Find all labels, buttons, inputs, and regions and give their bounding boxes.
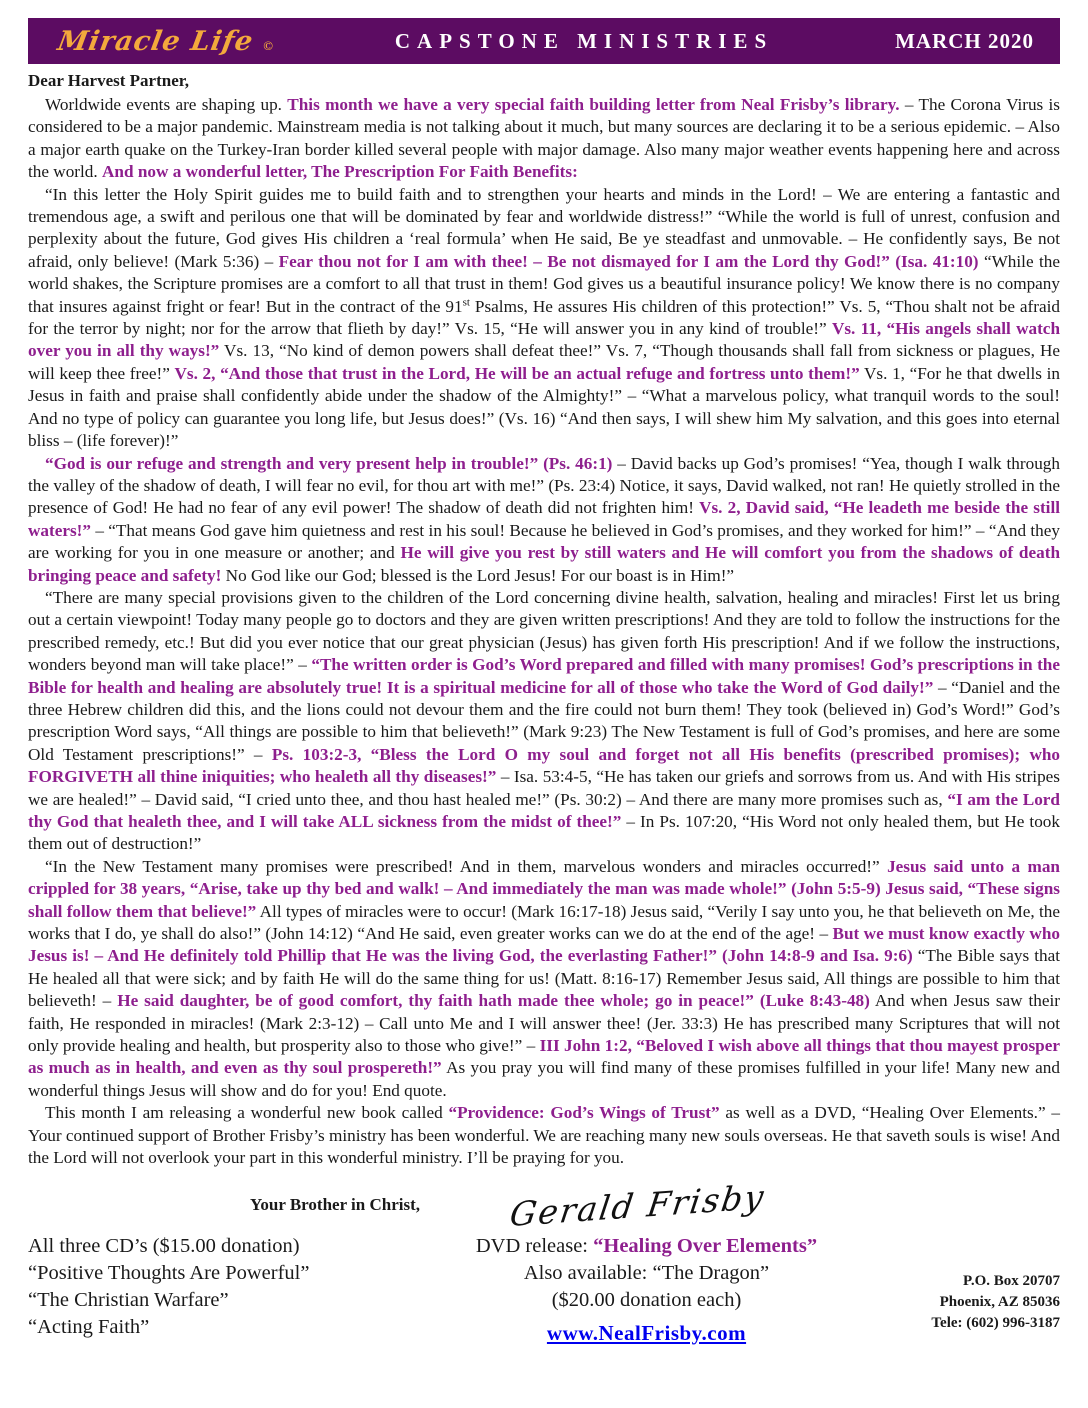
cd-list-item: “Acting Faith” — [28, 1315, 150, 1338]
dvd-release-line — [418, 1233, 875, 1260]
body-text: Vs. 13, “No kind of demon powers shall defeat thee!” Vs. 7, “Though thousands shall fall from sickness or plagues, He will keep thee free!” — [28, 341, 1060, 383]
body-text: “In this letter the Holy Spirit guides me to build faith and to strengthen your hearts and minds in the Lord! – We are entering a fantastic and tremendous age, a swift and perilous one that will be dominated by fear and worldwide distress!” “While the world is full of unrest, confusion and perplexity about the future, God gives His children a ‘real formula’ when He said, Be ye steadfast and unmovable. – He confidently says, Be not afraid, only believe! (Mark 5:36) – — [28, 184, 1060, 271]
dvd-release-label: DVD release: — [475, 1234, 594, 1257]
address-line: P.O. Box 20707 — [963, 1272, 1060, 1289]
ministry-title: CAPSTONE MINISTRIES — [394, 28, 774, 53]
dvd-also-line: Also available: “The Dragon” — [523, 1261, 770, 1284]
accent-text: Jesus said unto a man crippled for 38 years, “Arise, take up thy bed and walk! – And immediately the man was made whole!” (John 5:5-9) Jesus said, “These signs shall follow them that believe!” — [28, 856, 1060, 921]
body-text: “The Bible says that He healed all that were sick; and by faith He will do the same thing for us! (Matt. 8:16-17) Remember Jesus said, All things are possible to him that believeth! – — [28, 946, 1060, 1011]
body-text: Worldwide events are shaping up. — [45, 95, 288, 114]
cd-list — [28, 1233, 418, 1348]
logo-text: Miracle Life — [55, 25, 256, 57]
body-text: – Isa. 53:4-5, “He has taken our griefs and sorrows from us. And with His stripes we are healed!” – David said, “I cried unto thee, and thou hast healed me!” (Ps. 30:2) – And there are many more promises such as, — [28, 767, 1060, 809]
body-text: “In the New Testament many promises were prescribed! And in them, marvelous wonders and miracles occurred!” — [45, 856, 888, 876]
accent-text: Vs. 2, David said, “He leadeth me beside the still waters!” — [28, 498, 1060, 540]
cd-list-item: “The Christian Warfare” — [28, 1288, 229, 1311]
closing-label: Your Brother in Christ, — [250, 1195, 421, 1214]
issue-date: MARCH 2020 — [895, 28, 1034, 53]
greeting: Dear Harvest Partner, — [28, 71, 189, 90]
body-text: as well as a DVD, “Healing Over Elements.” – Your continued support of Brother Frisby’s ministry has been wonderful. We are reaching many new souls overseas. He that saveth souls is wise! And the Lord will not overlook your part in this wonderful ministry. I’ll be praying for you. — [28, 1103, 1060, 1168]
accent-text: Ps. 103:2-3, “Bless the Lord O my soul and forget not all His benefits (prescribed promises); who FORGIVETH all thine iniquities; who healeth all thy diseases!” — [28, 744, 1061, 787]
body-text: And when Jesus saw their faith, He responded in miracles! (Mark 2:3-12) – Call unto Me and I will answer thee! (Jer. 33:3) He has prescribed many Scriptures that will not only provide healing and health, but prosperity also to those who give!” – — [28, 991, 1060, 1056]
cd-list-item: All three CD’s ($15.00 donation) — [28, 1234, 300, 1257]
signature: Gerald Frisby — [507, 1176, 768, 1234]
footer — [28, 1233, 1060, 1348]
body-text: This month I am releasing a wonderful new book called — [45, 1103, 449, 1123]
body-text: All types of miracles were to occur! (Mark 16:17-18) Jesus said, “Verily I say unto you, he that believeth on Me, the works that I do, ye shall do also!” (John 14:12) “And He said, even greater works can we do at the end of the age! – — [28, 901, 1060, 944]
paragraph — [28, 856, 1060, 1102]
body-text: Vs. 1, “For he that dwells in Jesus in faith and praise shall confidently abide under the shadow of the Almighty!” – “What a marvelous policy, what tranquil words to the soul! And no type of policy can guarantee you long life, but Jesus does!” (Vs. 16) “And then says, I will shew him My salvation, and this goes into eternal bliss – (life forever)!” — [28, 363, 1060, 451]
accent-text: Fear thou not for I am with thee! – Be not dismayed for I am the Lord thy God!” (Isa. 41:10) — [278, 251, 979, 271]
accent-text: “Providence: God’s Wings of Trust” — [448, 1103, 720, 1123]
accent-text: III John 1:2, “Beloved I wish above all things that thou mayest prosper as much as in health, and even as thy soul prospereth!” — [28, 1036, 1060, 1078]
body-text: “There are many special provisions given to the children of the Lord concerning divine health, salvation, healing and miracles! First let us bring out a certain viewpoint! Today many people go to doctors and they are given written prescriptions! And they are told to follow the instructions for the prescribed remedy, etc.! But did you ever notice that our great physician (Jesus) has given forth His prescription! And if we follow the instructions, wonders beyond man will take place!” – — [28, 587, 1060, 675]
body-text: – David backs up God’s promises! “Yea, though I walk through the valley of the shadow of death, I will fear no evil, for thou art with me!” (Ps. 23:4) Notice, it says, David walked, not ran! He quietly strolled in the presence of God! He had no fear of any evil power! The shadow of death did not frighten him! — [28, 453, 1060, 518]
paragraph — [28, 184, 1060, 453]
body-text: – The Corona Virus is considered to be a major pandemic. Mainstream media is not talking about it much, but many sources are declaring it to be a serious epidemic. – Also a major earth quake on the Turkey-Iran border killed several people with major damage. Also many major weather events happening here and across the world. — [28, 95, 1060, 182]
address-line: Phoenix, AZ 85036 — [939, 1293, 1060, 1310]
address-block — [875, 1271, 1060, 1348]
closing-row — [28, 1176, 1060, 1234]
website-link[interactable]: www.NealFrisby.com — [546, 1320, 747, 1345]
accent-text: “I am the Lord thy God that healeth thee, and I will take ALL sickness from the midst of thee!” — [28, 789, 1060, 831]
dvd-info — [418, 1233, 875, 1348]
accent-text: But we must know exactly who Jesus is! – And He definitely told Phillip that He was the living God, the everlasting Father!” (John 14:8-9 and Isa. 9:6) — [28, 924, 1060, 966]
body-text: – “Daniel and the three Hebrew children did this, and the lions could not devour them and the fire could not burn them! They took (believed in) God’s Word!” God’s prescription Word says, “All things are possible to him that believeth!” (Mark 9:23) The New Testament is full of God’s promises, and here are some Old Testament prescriptions!” – — [28, 677, 1060, 764]
body-text: – In Ps. 107:20, “His Word not only healed them, but He took them out of destruction!” — [28, 812, 1060, 854]
copyright-symbol: © — [263, 37, 273, 53]
cd-list-item: “Positive Thoughts Are Powerful” — [28, 1261, 310, 1284]
accent-text: He will give you rest by still waters and He will comfort you from the shadows of death bringing peace and safety! — [28, 543, 1061, 585]
body-text: “While the world shakes, the Scripture promises are a comfort to all that trust in them! God gives us a beautiful insurance policy! We know there is no company that insures against fright or fear! But in the contract of the 91 — [28, 251, 1060, 316]
accent-text: Vs. 2, “And those that trust in the Lord, He will be an actual refuge and fortress unto them!” — [174, 363, 860, 383]
accent-text: “God is our refuge and strength and very present help in trouble!” (Ps. 46:1) — [45, 453, 613, 473]
paragraph — [28, 587, 1060, 856]
accent-text: Vs. 11, “His angels shall watch over you in all thy ways!” — [28, 319, 1060, 361]
dvd-price-line: ($20.00 donation each) — [551, 1288, 742, 1311]
body-text: Psalms, He assures His children of this protection!” Vs. 5, “Thou shalt not be afraid for the terror by night; nor for the arrow that flieth by day!” Vs. 15, “He will answer you in any kind of trouble!” — [28, 296, 1060, 339]
paragraph — [28, 94, 1060, 184]
accent-text: This month we have a very special faith building letter from Neal Frisby’s library. — [287, 95, 900, 114]
accent-text: And now a wonderful letter, The Prescription For Faith Benefits: — [102, 162, 578, 182]
body-text: – “That means God gave him quietness and rest in his soul! Because he believed in God’s promises, and they worked for him!” – “And they are working for you in one measure or another; and — [28, 520, 1060, 563]
masthead — [28, 18, 1060, 64]
dvd-release-title: “Healing Over Elements” — [593, 1234, 818, 1257]
miracle-life-logo — [55, 25, 273, 57]
address-line: Tele: (602) 996-3187 — [931, 1314, 1060, 1331]
accent-text: He said daughter, be of good comfort, thy faith hath made thee whole; go in peace!” (Luke 8:43-48) — [117, 991, 870, 1011]
body-text: st — [462, 295, 470, 308]
body-text: No God like our God; blessed is the Lord Jesus! For our boast is in Him!” — [221, 565, 735, 585]
body-text: As you pray you will find many of these promises fulfilled in your life! Many new and wonderful things Jesus will show and do for you! End quote. — [28, 1058, 1060, 1100]
paragraph — [28, 453, 1060, 587]
paragraph — [28, 1102, 1060, 1169]
accent-text: “The written order is God’s Word prepared and filled with many promises! God’s prescriptions in the Bible for health and healing are absolutely true! It is a spiritual medicine for all of those who take the Word of God daily!” — [28, 655, 1060, 697]
letter-body — [28, 94, 1060, 1170]
